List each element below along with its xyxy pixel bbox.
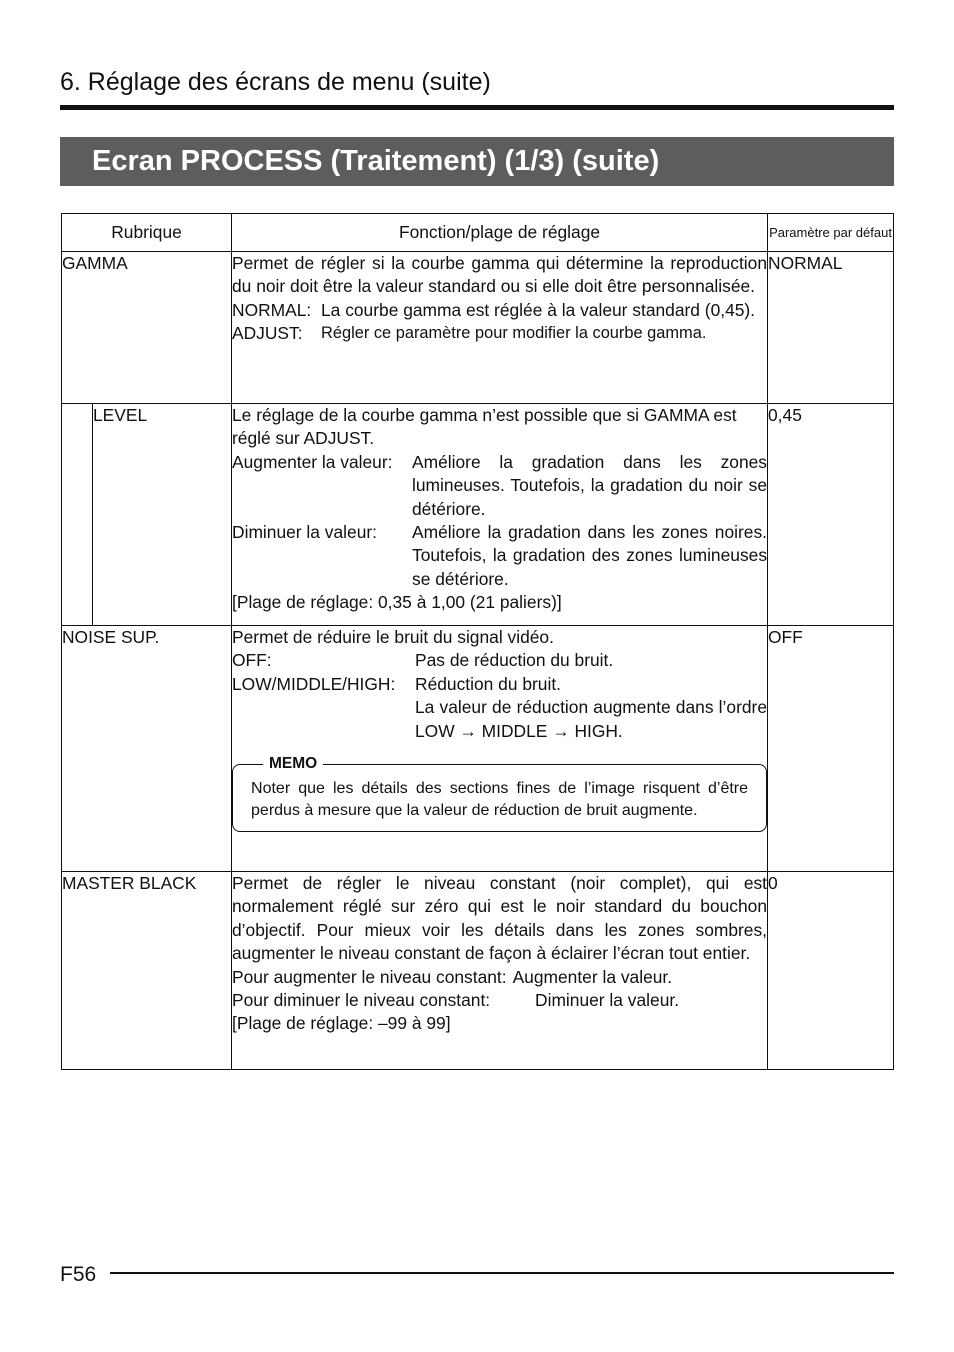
gamma-adjust-option: [232, 322, 767, 345]
gamma-normal-option: [232, 299, 767, 322]
table-row-level: [62, 404, 894, 626]
page-title: Ecran PROCESS (Traitement) (1/3) (suite): [92, 145, 660, 177]
option-value: Augmenter la valeur.: [512, 966, 673, 987]
sub-indent: [62, 404, 93, 626]
gamma-description: Permet de régler si la courbe gamma qui détermine la reproduction du noir doit être la valeur standard ou si elle doit être personnalisée.: [232, 253, 768, 297]
master-black-decrease: [232, 989, 767, 1012]
function-gamma: [232, 252, 768, 404]
noise-lmh-note: [232, 696, 767, 743]
master-black-range: [Plage de réglage: –99 à 99]: [232, 1013, 451, 1034]
noise-lmh-option: [232, 673, 767, 696]
option-key: NORMAL:: [232, 299, 312, 320]
level-decrease-option: [232, 521, 767, 591]
section-title: 6. Réglage des écrans de menu (suite): [60, 68, 491, 96]
option-value: La courbe gamma est réglée à la valeur standard (0,45).: [321, 299, 756, 320]
table-row-noise-sup: [62, 626, 894, 872]
page-banner: [60, 137, 894, 186]
option-key: Diminuer la valeur:: [232, 522, 377, 543]
memo-box: [232, 755, 767, 832]
default-noise-sup: OFF: [768, 626, 894, 872]
option-value: Pas de réduction du bruit.: [415, 650, 614, 671]
option-key: ADJUST:: [232, 323, 303, 344]
header-function: Fonction/plage de réglage: [232, 214, 768, 252]
option-key: Pour diminuer le niveau constant:: [232, 990, 491, 1011]
memo-label: MEMO: [263, 754, 323, 774]
footer-rule: [110, 1272, 894, 1274]
option-value: Régler ce paramètre pour modifier la courbe gamma.: [321, 324, 707, 343]
option-value: Améliore la gradation dans les zones lumineuses. Toutefois, la gradation du noir se détériore.: [412, 451, 768, 519]
option-key: OFF:: [232, 650, 272, 671]
function-noise-sup: [232, 626, 768, 872]
option-key: Augmenter la valeur:: [232, 451, 393, 472]
table-row-gamma: [62, 252, 894, 404]
function-master-black: [232, 872, 768, 1070]
table-header-row: [62, 214, 894, 252]
settings-table: [61, 213, 894, 1070]
function-level: [232, 404, 768, 626]
option-value: La valeur de réduction augmente dans l’ordre LOW → MIDDLE → HIGH.: [415, 697, 768, 741]
option-key: LOW/MIDDLE/HIGH:: [232, 673, 396, 694]
level-description: Le réglage de la courbe gamma n’est possible que si GAMMA est réglé sur ADJUST.: [232, 405, 737, 449]
option-key: Pour augmenter le niveau constant:: [232, 966, 507, 987]
page-number: F56: [60, 1263, 97, 1286]
level-range: [Plage de réglage: 0,35 à 1,00 (21 paliers)]: [232, 592, 562, 613]
item-master-black: MASTER BLACK: [62, 872, 232, 1070]
option-value: Diminuer la valeur.: [535, 990, 680, 1011]
level-increase-option: [232, 451, 767, 521]
master-black-increase: [232, 966, 767, 989]
item-noise-sup: NOISE SUP.: [62, 626, 232, 872]
noise-description: Permet de réduire le bruit du signal vidéo.: [232, 627, 554, 647]
default-level: 0,45: [768, 404, 894, 626]
title-rule: [60, 105, 894, 110]
table-row-master-black: [62, 872, 894, 1070]
item-level: LEVEL: [93, 404, 232, 626]
memo-text: Noter que les détails des sections fines de l’image risquent d’être perdus à mesure que la valeur de réduction de bruit augmente.: [251, 780, 749, 820]
option-value: Améliore la gradation dans les zones noires. Toutefois, la gradation des zones lumineuses se détériore.: [412, 522, 768, 589]
master-black-description: Permet de régler le niveau constant (noir complet), qui est normalement réglé sur zéro qui est le noir standard du bouchon d’objectif. Pour mieux voir les détails dans les zones sombres, augmenter le niveau constant de façon à éclairer l’écran tout entier.: [232, 873, 768, 964]
noise-off-option: [232, 649, 767, 672]
option-value: Réduction du bruit.: [415, 673, 561, 694]
default-gamma: NORMAL: [768, 252, 894, 404]
header-default: Paramètre par défaut: [768, 214, 894, 252]
default-master-black: 0: [768, 872, 894, 1070]
item-gamma: GAMMA: [62, 252, 232, 404]
header-item: Rubrique: [62, 214, 232, 252]
